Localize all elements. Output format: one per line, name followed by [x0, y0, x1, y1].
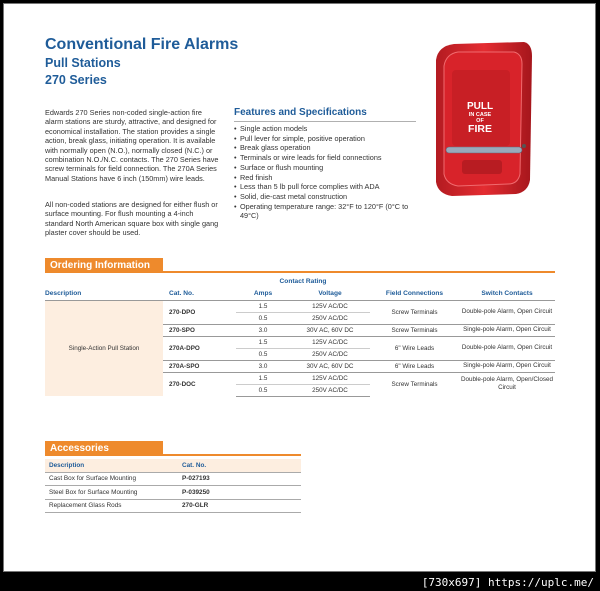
table-row: [45, 499, 301, 513]
acc-cat-no-cell: 270-GLR: [178, 499, 301, 513]
col-cat-no: Cat. No.: [163, 287, 236, 300]
feature-item: • Less than 5 lb pull force complies with ADA: [234, 182, 424, 192]
intro-paragraph-2: All non-coded stations are designed for either flush or surface mounting. For flush mounting a 4-inch standard North American square box with single gang plaster cover should be used.: [45, 200, 219, 238]
feature-item: • Operating temperature range: 32°F to 120°F (0°C to 49°C): [234, 202, 424, 221]
voltage-cell: 125V AC/DC: [290, 372, 370, 384]
features-divider: [234, 121, 416, 122]
voltage-cell: 30V AC, 60V DC: [290, 360, 370, 372]
document-page: [3, 3, 596, 572]
feature-item: • Red finish: [234, 173, 424, 183]
switch-contacts-cell: Double-pole Alarm, Open Circuit: [459, 336, 555, 360]
field-connections-cell: Screw Terminals: [370, 372, 459, 396]
field-connections-cell: Screw Terminals: [370, 324, 459, 336]
accessories-heading-rule: [163, 454, 301, 456]
amps-cell: 1.5: [236, 336, 290, 348]
cat-no-cell: 270-SPO: [163, 324, 236, 336]
description-cell: Single-Action Pull Station: [45, 300, 163, 396]
acc-description-cell: Replacement Glass Rods: [45, 499, 178, 513]
col-field-connections: Field Connections: [370, 287, 459, 300]
col-voltage: Voltage: [290, 287, 370, 300]
col-amps: Amps: [236, 287, 290, 300]
col-description: Description: [45, 287, 163, 300]
features-list: [234, 124, 424, 221]
switch-contacts-cell: Double-pole Alarm, Open/Closed Circuit: [459, 372, 555, 396]
voltage-cell: 250V AC/DC: [290, 348, 370, 360]
acc-col-cat-no: Cat. No.: [178, 459, 301, 472]
feature-item: • Surface or flush mounting: [234, 163, 424, 173]
cat-no-cell: 270A-SPO: [163, 360, 236, 372]
accessories-table: [45, 459, 301, 513]
cat-no-cell: 270-DOC: [163, 372, 236, 396]
col-switch-contacts: Switch Contacts: [459, 287, 555, 300]
amps-cell: 1.5: [236, 372, 290, 384]
field-connections-cell: 6" Wire Leads: [370, 360, 459, 372]
cat-no-cell: 270-DPO: [169, 308, 196, 316]
watermark-text: [730x697] https://uplc.me/: [421, 576, 594, 589]
features-heading: Features and Specifications: [234, 107, 367, 118]
voltage-cell: 30V AC, 60V DC: [290, 324, 370, 336]
cat-no-cell: 270A-DPO: [163, 336, 236, 360]
amps-cell: 0.5: [236, 348, 290, 360]
page-subtitle: Pull Stations: [45, 56, 121, 70]
amps-cell: 0.5: [236, 312, 290, 324]
acc-description-cell: Steel Box for Surface Mounting: [45, 486, 178, 500]
switch-contacts-cell: Single-pole Alarm, Open Circuit: [459, 360, 555, 372]
switch-contacts-cell: Single-pole Alarm, Open Circuit: [459, 324, 555, 336]
ordering-heading: Ordering Information: [45, 258, 163, 273]
of-label: OF: [476, 118, 484, 124]
amps-cell: 1.5: [258, 302, 268, 310]
pull-station-image: [428, 40, 536, 200]
in-case-label: IN CASE: [468, 112, 492, 118]
intro-paragraph-1: Edwards 270 Series non-coded single-action fire alarm stations are sturdy, attractive, and designed for economical installation. The station provides a single action, break glass, initiating operation. It is available with normally open (N.O.), normally closed (N.C.) or combination N.O./N.C. contacts. The 270 Series have screw terminals for field connection. The 270A Series Manual Stations have 6 inch (150mm) wire leads.: [45, 108, 219, 183]
fire-label: FIRE: [468, 123, 492, 135]
voltage-cell: 250V AC/DC: [290, 312, 370, 324]
series-heading: 270 Series: [45, 73, 107, 87]
switch-contacts-cell: Double-pole Alarm, Open Circuit: [461, 308, 553, 315]
acc-description-cell: Cast Box for Surface Mounting: [45, 472, 178, 486]
acc-cat-no-cell: P-039250: [178, 486, 301, 500]
amps-cell: 3.0: [236, 360, 290, 372]
table-row: [45, 486, 301, 500]
voltage-cell: 125V AC/DC: [290, 336, 370, 348]
table-row: [45, 472, 301, 486]
feature-item: • Break glass operation: [234, 143, 424, 153]
amps-cell: 3.0: [236, 324, 290, 336]
field-connections-cell: Screw Terminals: [391, 308, 438, 316]
acc-col-description: Description: [45, 459, 178, 472]
page-title: Conventional Fire Alarms: [45, 36, 239, 53]
ordering-table: [45, 276, 555, 397]
pull-station-label: [455, 102, 505, 134]
feature-item: • Solid, die-cast metal construction: [234, 192, 424, 202]
voltage-cell: 250V AC/DC: [290, 384, 370, 396]
voltage-cell: 125V AC/DC: [312, 302, 348, 310]
contact-rating-header: Contact Rating: [279, 278, 327, 285]
table-row: [45, 300, 555, 312]
feature-item: • Terminals or wire leads for field connections: [234, 153, 424, 163]
pull-label: PULL: [466, 101, 494, 112]
feature-item: • Pull lever for simple, positive operation: [234, 134, 424, 144]
ordering-heading-rule: [163, 271, 555, 273]
acc-cat-no-cell: P-027193: [178, 472, 301, 486]
field-connections-cell: 6" Wire Leads: [370, 336, 459, 360]
accessories-heading: Accessories: [45, 441, 163, 456]
feature-item: • Single action models: [234, 124, 424, 134]
amps-cell: 0.5: [236, 384, 290, 396]
